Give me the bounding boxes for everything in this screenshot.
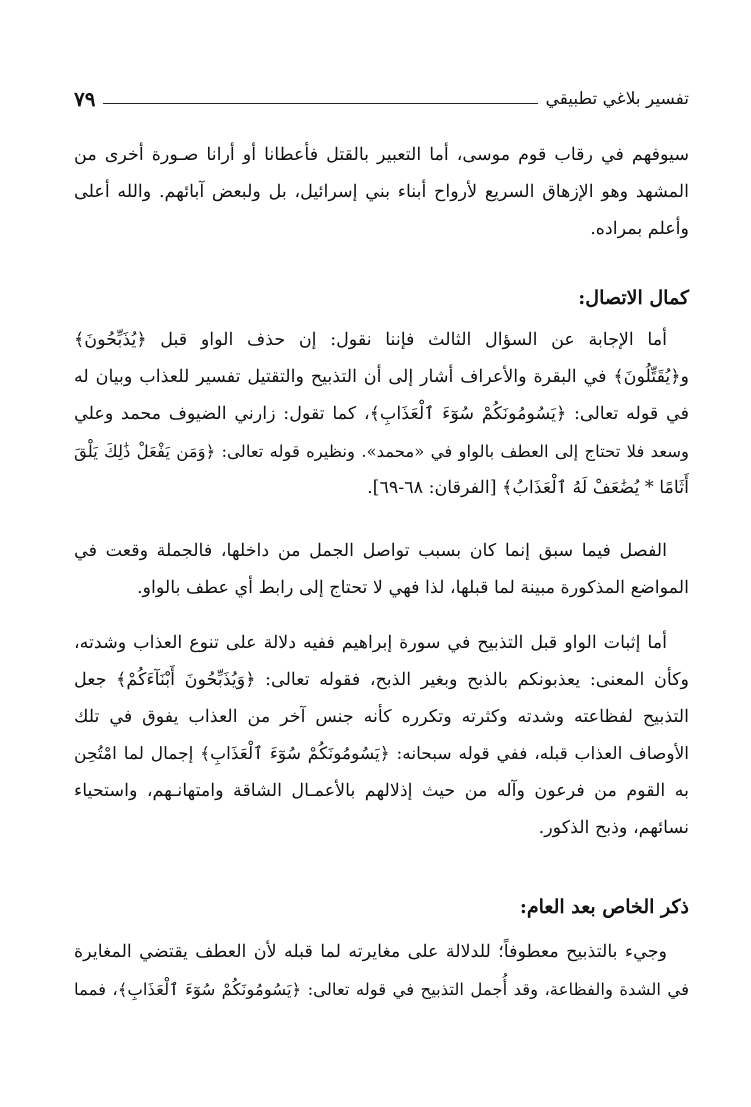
text-line: في الشدة والفظاعة، وقد أُجمل التذبيح في قوله تعالى: ﴿يَسُومُونَكُمْ سُوٓءَ ٱلْعَذَابِ﴾، فمما xyxy=(74,980,689,999)
text-line: أَثَامًا * يُضَٰعَفْ لَهُ ٱلْعَذَابُ﴾ [الفرقان: ٦٨-٦٩]. xyxy=(367,478,689,498)
text-line: أما الإجابة عن السؤال الثالث فإننا نقول: إن حذف الواو قبل ﴿يُذَبِّحُونَ﴾ xyxy=(74,330,667,350)
text-line: الفصل فيما سبق إنما كان بسبب تواصل الجمل من داخلها، فالجملة وقعت في xyxy=(74,541,667,561)
text-line: المشهد وهو الإزهاق السريع لأرواح أبناء بني إسرائيل، بل ولبعض آبائهم. والله أعلى xyxy=(74,182,689,202)
text-line: به القوم من فرعون وآله من حيث إذلالهم بالأعمـال الشاقة وامتهانـهم، واستحياء xyxy=(74,781,689,801)
page-header xyxy=(74,84,689,114)
section-heading: كمال الاتصال: xyxy=(578,287,689,309)
text-line: وأعلم بمراده. xyxy=(590,219,689,239)
text-line: الأوصاف العذاب قبله، ففي قوله سبحانه: ﴿يَسُومُونَكُمْ سُوٓءَ ٱلْعَذَابِ﴾ إجمال لما امْتُحِن xyxy=(74,744,689,764)
text-line: سيوفهم في رقاب قوم موسى، أما التعبير بالقتل فأعطانا أو أرانا صـورة أخرى من xyxy=(74,145,689,165)
text-line: وسعد فلا تحتاج إلى العطف بالواو في «محمد». ونظيره قوله تعالى: ﴿وَمَن يَفْعَلْ ذَٰلِكَ يَلْقَ xyxy=(74,442,689,461)
text-line: التذبيح لفظاعته وشدته وكثرته وتكرره كأنه جنس آخر من العذاب يفوق في تلك xyxy=(74,707,689,727)
paragraph-3 xyxy=(74,533,689,607)
text-line: وجيء بالتذبيح معطوفاً؛ للدلالة على مغايرته لما قبله لأن العطف يقتضي المغايرة xyxy=(74,942,667,962)
text-line: أما إثبات الواو قبل التذبيح في سورة إبراهيم ففيه دلالة على تنوع العذاب وشدته، xyxy=(74,633,667,653)
paragraph-1 xyxy=(74,137,689,248)
paragraph-5 xyxy=(74,934,689,1008)
header-rule xyxy=(103,103,537,104)
text-line: في قوله تعالى: ﴿يَسُومُونَكُمْ سُوٓءَ ٱلْعَذَابِ﴾، كما تقول: زارني الضيوف محمد وعلي xyxy=(74,404,689,424)
page-number: ٧٩ xyxy=(74,87,96,111)
text-line: و﴿يُقَتِّلُونَ﴾ في البقرة والأعراف أشار إلى أن التذبيح والتقتيل تفسير للعذاب وبيان له xyxy=(74,367,689,387)
text-line: وكأن المعنى: يعذبونكم بالذبح وبغير الذبح، فقوله تعالى: ﴿وَيُذَبِّحُونَ أَبْنَآءَكُمْ﴾ جعل xyxy=(74,670,689,690)
text-line: نسائهم، وذبح الذكور. xyxy=(538,818,689,838)
running-title: تفسير بلاغي تطبيقي xyxy=(545,89,689,109)
paragraph-4 xyxy=(74,625,689,847)
paragraph-2 xyxy=(74,322,689,507)
text-line: المواضع المذكورة مبينة لما قبلها، لذا فهي لا تحتاج إلى رابط أي عطف بالواو. xyxy=(136,578,689,598)
section-heading: ذكر الخاص بعد العام: xyxy=(519,896,689,918)
